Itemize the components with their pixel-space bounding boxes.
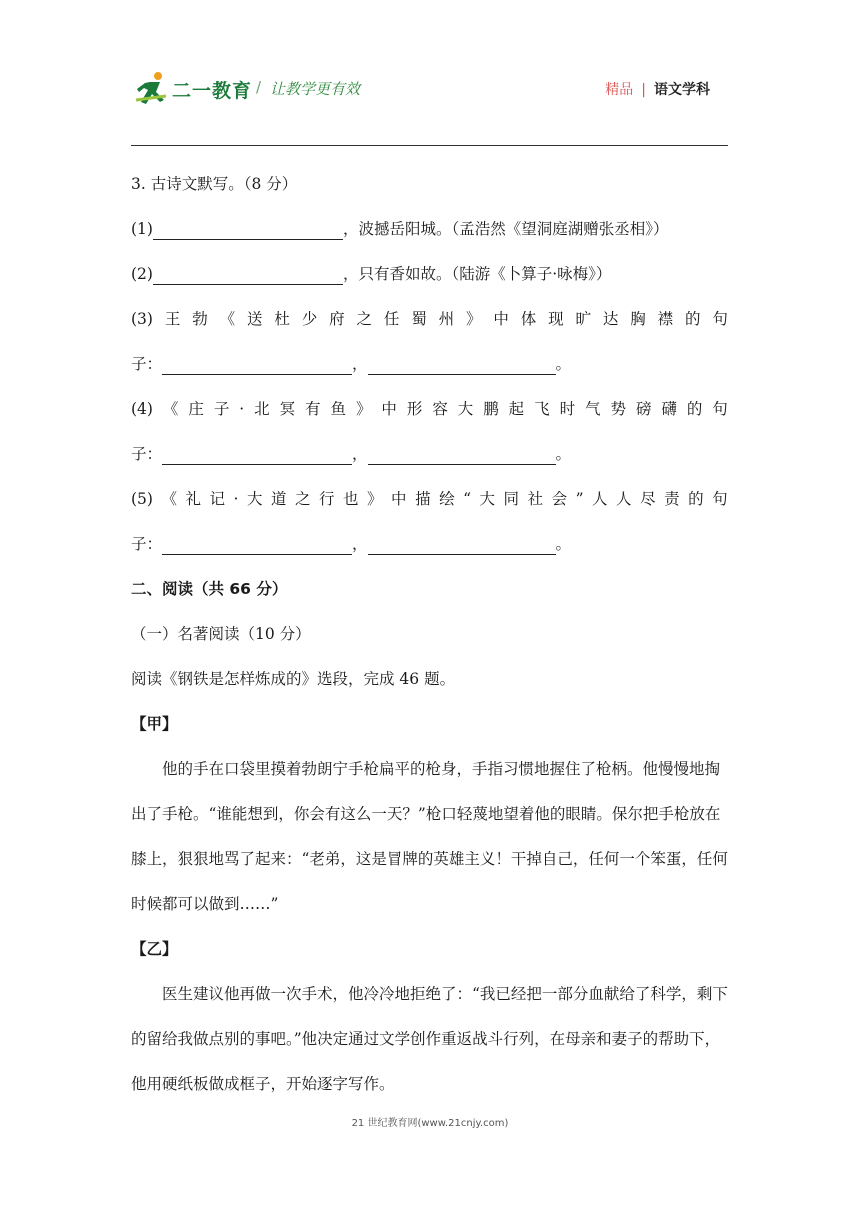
excerpt-jia-label: 【甲】	[131, 715, 178, 733]
prompt-char: 子	[213, 400, 230, 418]
prompt-char: 势	[610, 400, 626, 418]
prompt-char: 之	[356, 310, 372, 328]
prompt-char: 容	[432, 400, 448, 418]
prompt-char: 形	[406, 400, 423, 418]
prompt-char: 时	[559, 400, 576, 418]
prompt-char: 的	[686, 400, 703, 418]
subject-tag: 语文学科	[654, 82, 710, 98]
section-2-title: 二、阅读（共 66 分）	[131, 580, 288, 598]
prompt-char: 气	[585, 400, 601, 418]
comma: ，	[352, 535, 368, 553]
prompt-char: 王	[164, 310, 181, 328]
prompt-char: 》	[367, 490, 383, 508]
page-header	[0, 0, 860, 150]
q3-item-4-prompt	[131, 387, 728, 432]
item-number: (2)	[131, 265, 153, 283]
prompt-char: 襟	[657, 310, 674, 328]
answer-blank[interactable]	[153, 215, 343, 240]
prompt-char: 有	[305, 400, 321, 418]
prompt-char: 之	[294, 490, 311, 508]
prompt-char: 礴	[661, 400, 677, 418]
prompt-char: 》	[465, 310, 482, 328]
reading-instruction: 阅读《钢铁是怎样炼成的》选段，完成 46 题。	[131, 670, 456, 688]
prompt-char: 大	[479, 490, 496, 508]
prompt-char: 的	[684, 310, 701, 328]
prompt-char: 胸	[630, 310, 646, 328]
prompt-char: 句	[712, 490, 728, 508]
answer-blank[interactable]	[368, 530, 556, 555]
answer-blank[interactable]	[162, 440, 352, 465]
q3-item-3-answer	[131, 342, 728, 387]
item-number: (1)	[131, 220, 153, 238]
answer-blank[interactable]	[368, 350, 556, 375]
prompt-char: 绘	[439, 490, 455, 508]
prompt-char: 大	[457, 400, 474, 418]
premium-tag: 精品	[605, 82, 634, 98]
prompt-char: 《	[162, 400, 179, 418]
prompt-char: 北	[254, 400, 270, 418]
answer-prefix: 子：	[131, 445, 163, 463]
prompt-char: (5)	[131, 490, 153, 508]
answer-prefix: 子：	[131, 355, 163, 373]
excerpt-yi-label: 【乙】	[131, 940, 178, 958]
prompt-char: 描	[415, 490, 431, 508]
comma: ，	[352, 445, 368, 463]
prompt-char: 勃	[192, 310, 208, 328]
prompt-char: 会	[551, 490, 568, 508]
item-text: ，只有香如故。（陆游《卜算子·咏梅》）	[342, 265, 612, 283]
prompt-char: 现	[548, 310, 564, 328]
prompt-char: 杜	[274, 310, 290, 328]
prompt-char: 送	[246, 310, 263, 328]
period: 。	[555, 535, 572, 553]
prompt-char: 责	[664, 490, 680, 508]
prompt-char: ·	[239, 400, 245, 418]
prompt-char: 《	[161, 490, 177, 508]
answer-blank[interactable]	[162, 530, 352, 555]
prompt-char: 鱼	[330, 400, 347, 418]
prompt-char: 磅	[635, 400, 652, 418]
subsection-title: （一）名著阅读（10 分）	[131, 625, 311, 643]
prompt-char: 起	[508, 400, 525, 418]
prompt-char: 人	[592, 490, 608, 508]
prompt-char: 任	[383, 310, 400, 328]
prompt-char: “	[463, 490, 472, 508]
q3-item-1	[131, 207, 728, 252]
prompt-char: 中	[493, 310, 509, 328]
prompt-char: ”	[575, 490, 584, 508]
excerpt-yi-text: 医生建议他再做一次手术，他冷冷地拒绝了：“我已经把一部分血献给了科学，剩下的留给我做点别的事吧。”他决定通过文学创作重返战斗行列，在母亲和妻子的帮助下，他用硬纸板做成框子，开始逐字写作。	[131, 985, 728, 1093]
answer-blank[interactable]	[153, 260, 343, 285]
q3-item-4-answer	[131, 432, 728, 477]
document-body	[131, 162, 728, 1107]
page-footer: 21 世纪教育网(www.21cnjy.com)	[351, 1118, 509, 1129]
prompt-char: 《	[219, 310, 236, 328]
prompt-char: 庄	[188, 400, 204, 418]
period: 。	[555, 355, 572, 373]
tag-separator: |	[641, 82, 646, 98]
answer-blank[interactable]	[368, 440, 556, 465]
header-tags	[605, 79, 710, 99]
prompt-char: 同	[503, 490, 520, 508]
header-slash: /	[256, 78, 262, 96]
item-text: ，波撼岳阳城。（孟浩然《望洞庭湖赠张丞相》）	[342, 220, 669, 238]
prompt-char: 飞	[534, 400, 550, 418]
q3-item-5-prompt	[131, 477, 728, 522]
q3-item-5-answer	[131, 522, 728, 567]
prompt-char: 冥	[279, 400, 296, 418]
prompt-char: 礼	[185, 490, 201, 508]
prompt-char: (3)	[131, 310, 153, 328]
prompt-char: 鹏	[483, 400, 499, 418]
prompt-char: 也	[343, 490, 359, 508]
prompt-char: 句	[712, 310, 728, 328]
q3-item-2	[131, 252, 728, 297]
prompt-char: 的	[688, 490, 704, 508]
answer-blank[interactable]	[162, 350, 352, 375]
prompt-char: 体	[520, 310, 537, 328]
q3-item-3-prompt	[131, 297, 728, 342]
prompt-char: 少	[301, 310, 318, 328]
prompt-char: 尽	[640, 490, 656, 508]
prompt-char: 中	[381, 400, 397, 418]
header-divider	[131, 145, 728, 146]
excerpt-jia-text: 他的手在口袋里摸着勃朗宁手枪扁平的枪身，手指习惯地握住了枪柄。他慢慢地掏出了手枪。“谁能想到，你会有这么一天？”枪口轻蔑地望着他的眼睛。保尔把手枪放在膝上，狠狠地骂了起来：“老弟，这是冒牌的英雄主义！干掉自己，任何一个笨蛋，任何时候都可以做到……”	[131, 760, 728, 913]
answer-prefix: 子：	[131, 535, 163, 553]
prompt-char: 记	[209, 490, 226, 508]
prompt-char: 人	[616, 490, 632, 508]
prompt-char: 州	[438, 310, 455, 328]
prompt-char: 行	[319, 490, 335, 508]
prompt-char: 府	[329, 310, 345, 328]
prompt-char: 达	[602, 310, 619, 328]
prompt-char: 中	[391, 490, 407, 508]
prompt-char: (4)	[131, 400, 153, 418]
comma: ，	[352, 355, 368, 373]
prompt-char: 蜀	[411, 310, 427, 328]
prompt-char: 道	[270, 490, 287, 508]
prompt-char: 句	[712, 400, 728, 418]
prompt-char: ·	[233, 490, 239, 508]
prompt-char: 社	[527, 490, 544, 508]
question-3-title: 3. 古诗文默写。（8 分）	[131, 175, 298, 193]
brand-slogan: 让教学更有效	[270, 80, 361, 98]
prompt-char: 旷	[575, 310, 591, 328]
brand-name: 二一教育	[172, 80, 253, 102]
period: 。	[555, 445, 572, 463]
prompt-char: 大	[246, 490, 263, 508]
prompt-char: 》	[355, 400, 372, 418]
